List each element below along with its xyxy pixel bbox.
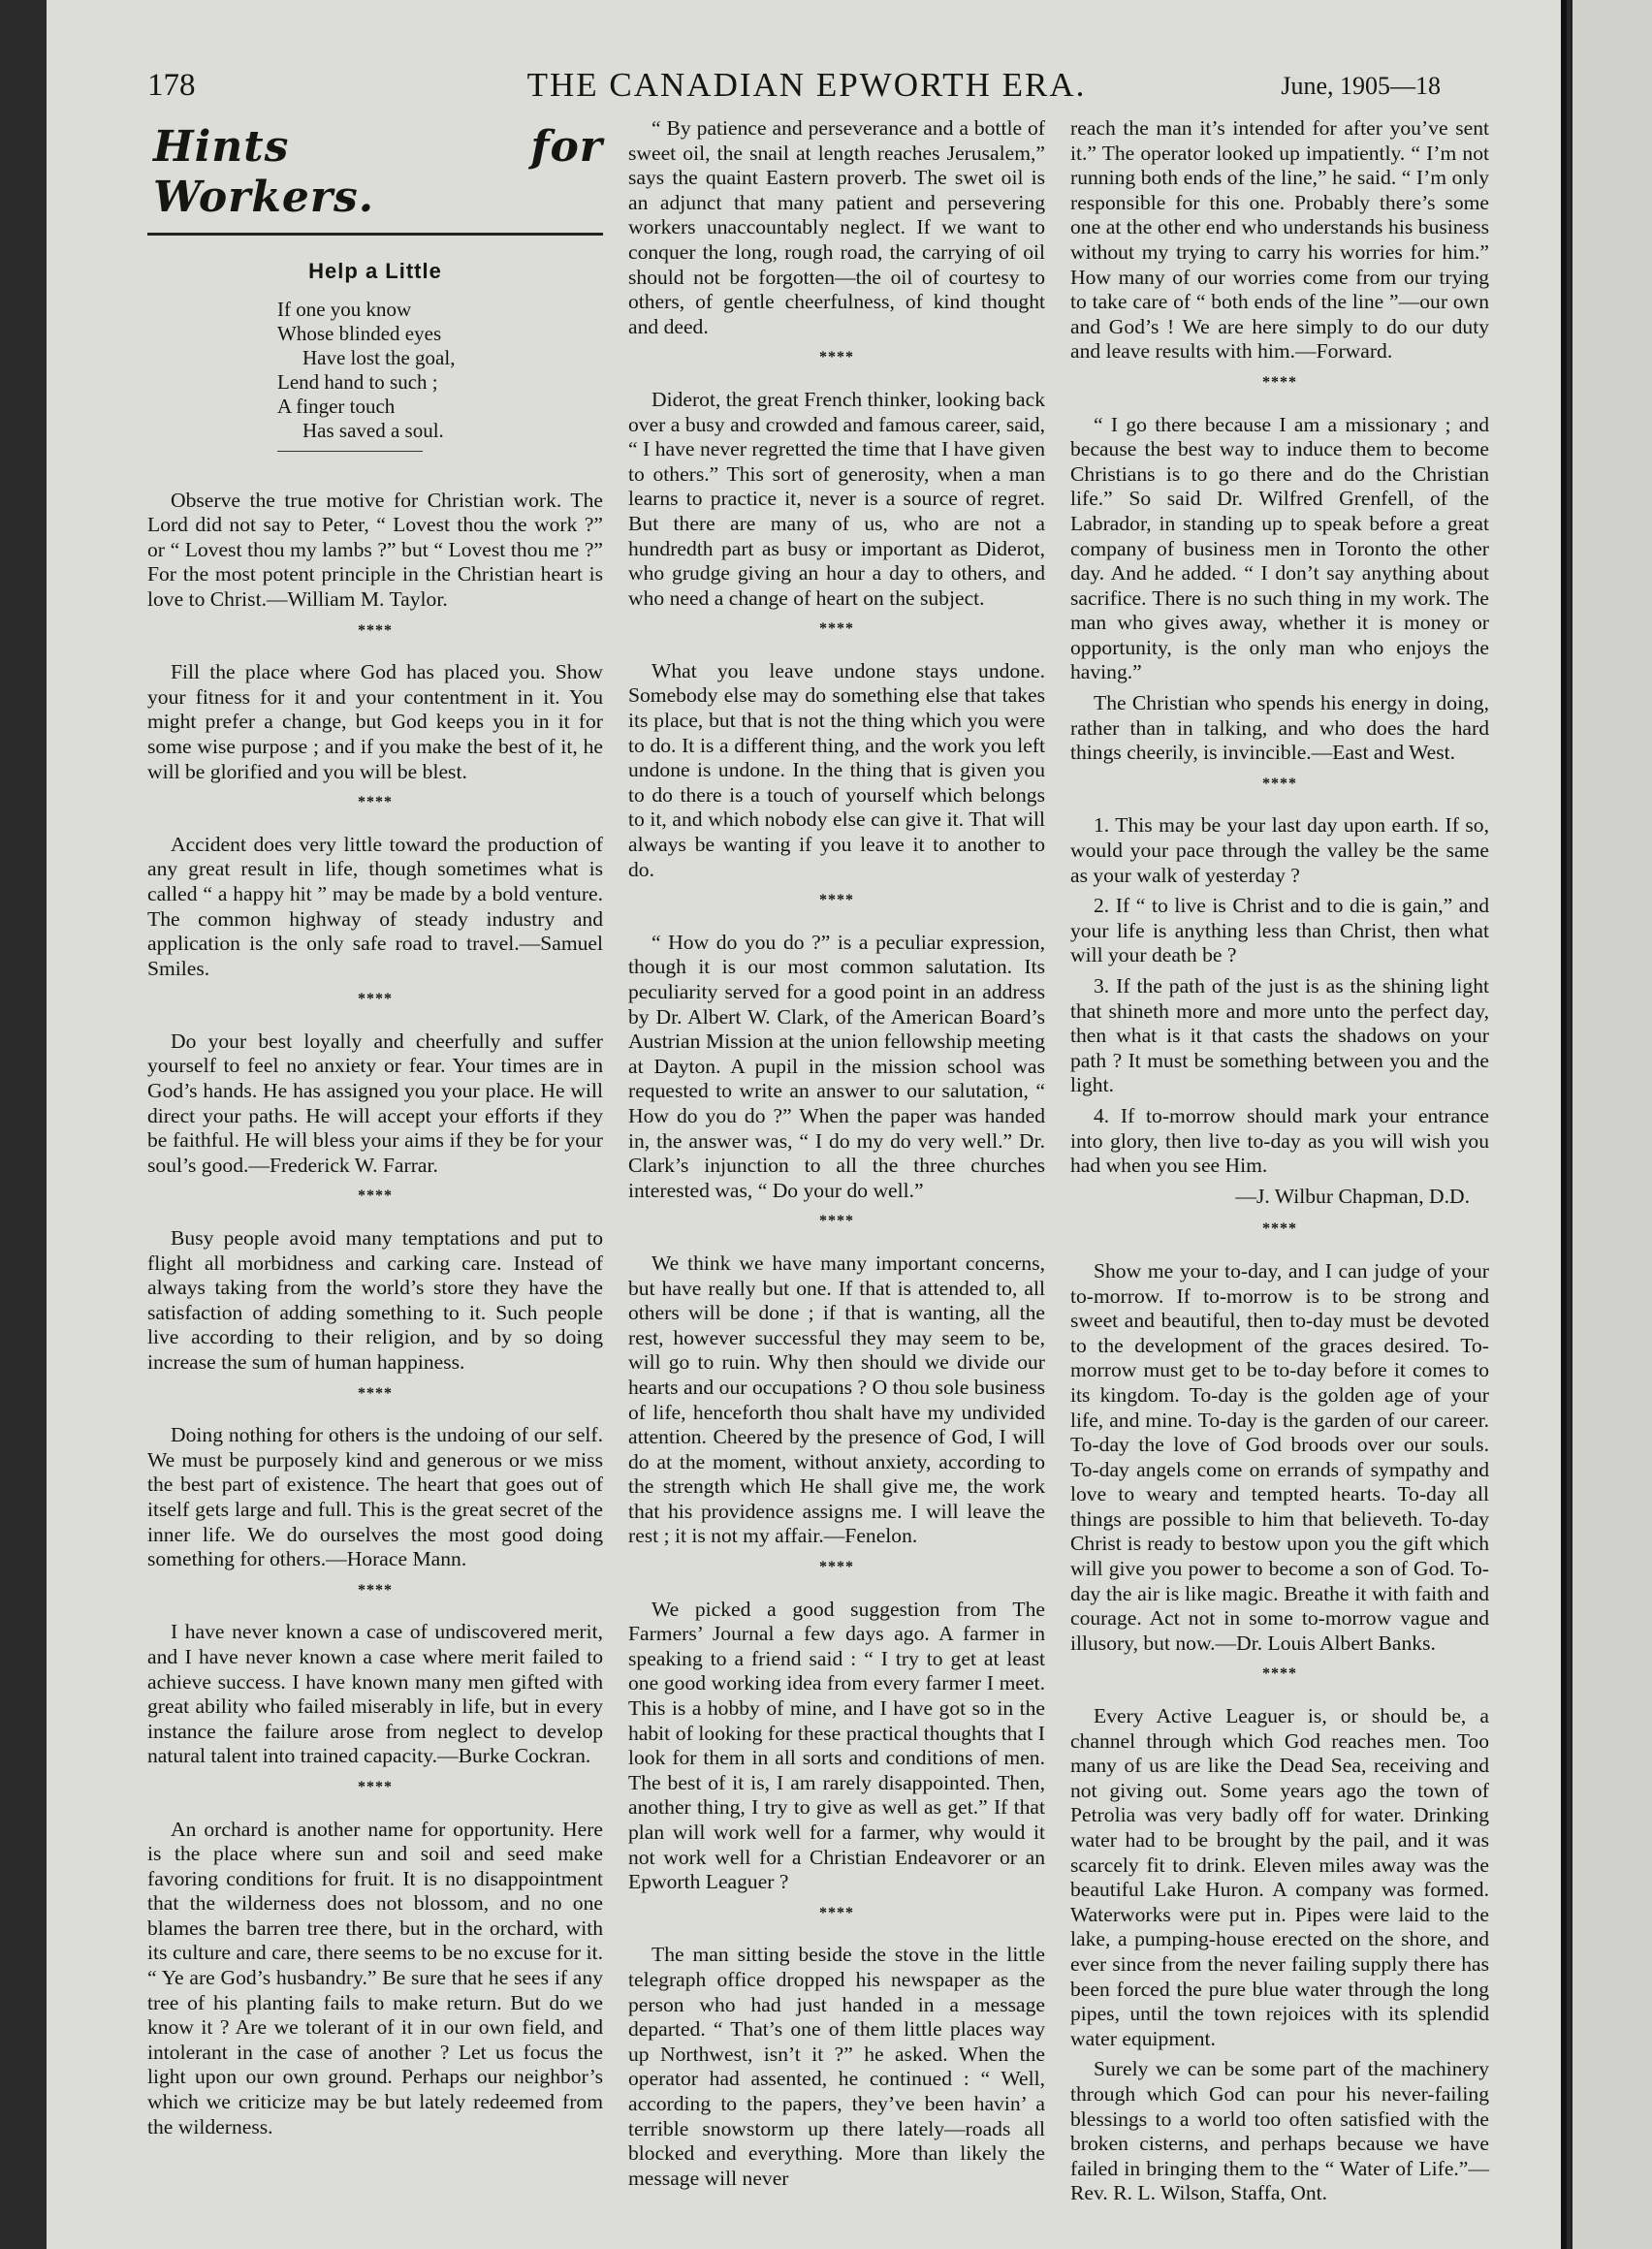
paragraph: I have never known a case of undiscovered merit, and I have never known a case where merit failed to achieve success. I have known many men gifted with great ability who failed miserably in life, but in every instance the failure arose from neglect to develop natural talent into trained capacity.—Burke Cockran. [147, 1620, 603, 1768]
paragraph: Show me your to-day, and I can judge of your to-morrow. If to-morrow is to be strong and sweet and beautiful, then to-day must be devoted to the development of the graces desired. To-morrow must get to be to-day before it comes to its kingdom. To-day is the golden age of your life, and mine. To-day is the garden of our career. To-day the love of God broods over our souls. To-day angels come on errands of sympathy and love to weary and tempted hearts. To-day all things are possible to him that believeth. To-day Christ is ready to bestow upon you the gift which will give you power to become a son of God. To-day the air is like magic. Breathe it with faith and courage. Act not in some to-morrow vague and illusory, but now.—Dr. Louis Albert Banks. [1070, 1258, 1489, 1655]
column-2 [628, 116, 1045, 2197]
signature: —J. Wilbur Chapman, D.D. [1235, 1184, 1470, 1208]
separator: **** [1262, 373, 1297, 391]
list-item: 1. This may be your last day upon earth. If so, would your pace through the valley be the same as your walk of yesterday ? [1070, 813, 1489, 887]
poem-line: Has saved a soul. [302, 418, 444, 442]
separator: **** [358, 1188, 393, 1205]
masthead: THE CANADIAN EPWORTH ERA. [526, 66, 1087, 104]
separator: **** [358, 794, 393, 811]
separator: **** [358, 1384, 393, 1402]
separator: **** [1262, 775, 1297, 792]
poem-line: Have lost the goal, [302, 345, 456, 369]
separator: **** [1262, 1665, 1297, 1683]
paragraph: “ I go there because I am a missionary ; and because the best way to induce them to become Christians is to go there and do the Christian life.” So said Dr. Wilfred Grenfell, of the Labrador, in standing up to speak before a great company of business men in Toronto the other day. And he added. “ I don’t say anything about sacrifice. There is no such thing in my work. The man who gives away, whether it is money or opportunity, is the only man who enjoys the having.” [1070, 412, 1489, 684]
paragraph: The man sitting beside the stove in the little telegraph office dropped his newspaper as the person who had just handed in a message departed. “ That’s one of them little places way up Northwest, isn’t it ?” he asked. When the operator had assented, he continued : “ Well, according to the papers, they’ve been havin’ a terrible snowstorm up there lately—roads all blocked and everything. More than likely the message will never [628, 1943, 1045, 2190]
paragraph: What you leave undone stays undone. Somebody else may do something else that takes its place, but that is not the thing which you were to do. It is a different thing, and the work you left undone is undone. In the thing that is given you to do there is a touch of yourself which belongs to it, and which nobody else can give it. That will always be wanting if you leave it to another to do. [628, 658, 1045, 881]
poem-line: Whose blinded eyes [277, 321, 442, 345]
poem-line: If one you know [277, 297, 412, 321]
separator: **** [358, 1581, 393, 1599]
page-number: 178 [147, 68, 196, 103]
adjacent-page-edge [1571, 0, 1652, 2249]
paragraph: The Christian who spends his energy in doing, rather than in talking, and who does the hard things cheerily, is invincible.—East and West. [1070, 691, 1489, 765]
title-rule [147, 233, 603, 236]
poem-line: A finger touch [277, 394, 396, 418]
paragraph-continued: reach the man it’s intended for after you’ve sent it.” The operator looked up impatiently. “ I’m not running both ends of the line,” he said. “ I’m only responsible for this one. Probably there’s some one at the other end who understands his business without my trying to carry his worries for him.” How many of our worries come from our trying to take care of “ both ends of the line ”—our own and God’s ! We are here simply to do our duty and leave results with him.—Forward. [1070, 116, 1489, 364]
separator: **** [819, 1904, 854, 1921]
section-title: Hints for Workers. [153, 122, 603, 222]
paragraph: Do your best loyally and cheerfully and suffer yourself to feel no anxiety or fear. Your times are in God’s hands. He has assigned you your place. He will direct your paths. He will accept your efforts if they be faithful. He will bless your aims if they be for your soul’s good.—Frederick W. Farrar. [147, 1029, 603, 1177]
separator: **** [819, 620, 854, 638]
paragraph: Diderot, the great French thinker, looking back over a busy and crowded and famous career, said, “ I have never regretted the time that I have given to others.” This sort of generosity, when a man learns to practice it, never is a source of regret. But there are many of us, who are not a hundredth part as busy or important as Diderot, who grudge giving an hour a day to others, and who need a change of heart on the subject. [628, 387, 1045, 610]
poem-title: Help a Little [308, 259, 442, 283]
newspaper-page [47, 0, 1567, 2249]
separator: **** [819, 1559, 854, 1576]
paragraph: “ By patience and perseverance and a bottle of sweet oil, the snail at length reaches Jerusalem,” says the quaint Eastern proverb. The swet oil is an adjunct that many patient and persevering workers unaccountably neglect. If we want to conquer the long, rough road, the carrying of oil should not be forgotten—the oil of courtesy to others, of gentle cheerfulness, of kind thought and deed. [628, 116, 1045, 338]
separator: **** [819, 892, 854, 909]
paragraph: Every Active Leaguer is, or should be, a channel through which God reaches men. Too many of us are like the Dead Sea, receiving and not giving out. Some years ago the town of Petrolia was very badly off for water. Drinking water had to be brought by the pail, and it was scarcely fit to drink. Eleven miles away was the beautiful Lake Huron. A company was formed. Waterworks were put in. Pipes were laid to the lake, a pumping-house erected on the shore, and ever since from the never failing supply there has been forced the pure blue water through the long pipes, until the town rejoices with its splendid water equipment. [1070, 1704, 1489, 2050]
poem-rule [277, 451, 423, 452]
paragraph: An orchard is another name for opportunity. Here is the place where sun and soil and seed make favoring conditions for fruit. It is no disappointment that the wilderness does not blossom, and no one blames the barren tree there, but in the orchard, with its culture and care, there seems to be no excuse for it. “ Ye are God’s husbandry.” Be sure that he sees if any tree of his planting fails to make return. But do we know it ? Are we tolerant of it in our own field, and intolerant in the case of another ? Let us focus the light upon our own ground. Perhaps our neighbor’s which we criticize may be but lately redeemed from the wilderness. [147, 1817, 603, 2138]
poem-line: Lend hand to such ; [277, 369, 438, 394]
poem [277, 298, 603, 443]
separator: **** [358, 991, 393, 1008]
paragraph: We picked a good suggestion from The Farmers’ Journal a few days ago. A farmer in speaking to a friend said : “ I try to get at least one good working idea from every farmer I meet. This is a hobby of mine, and I have got so in the habit of looking for these practical thoughts that I look for them in all sorts and conditions of men. The best of it is, I am rarely disappointed. Then, another thing, I try to give as well as get.” If that plan will work well for a farmer, why would it not work well for a Christian Endeavorer or an Epworth Leaguer ? [628, 1597, 1045, 1894]
paragraph: Observe the true motive for Christian work. The Lord did not say to Peter, “ Lovest thou the work ?” or “ Lovest thou my lambs ?” but “ Lovest thou me ?” For the most potent principle in the Christian heart is love to Christ.—William M. Taylor. [147, 488, 603, 611]
paragraph: Accident does very little toward the production of any great result in life, though sometimes what is called “ a happy hit ” may be made by a bold venture. The common highway of steady industry and application is the only safe road to travel.—Samuel Smiles. [147, 832, 603, 980]
page-header [47, 56, 1567, 114]
list-item: 3. If the path of the just is as the shining light that shineth more and more unto the perfect day, then what is it that casts the shadows on your path ? It must be something between you and the light. [1070, 974, 1489, 1097]
list-item: 2. If “ to live is Christ and to die is gain,” and your life is anything less than Christ, then what will your death be ? [1070, 894, 1489, 967]
separator: **** [358, 621, 393, 639]
list-item: 4. If to-morrow should mark your entrance into glory, then live to-day as you will wish you had when you see Him. [1070, 1103, 1489, 1178]
paragraph: “ How do you do ?” is a peculiar expression, though it is our most common salutation. Its peculiarity served for a good point in an address by Dr. Albert W. Clark, of the American Board’s Austrian Mission at the union fellowship meeting at Dayton. A pupil in the mission school was requested to write an answer to our salutation, “ How do you do ?” When the paper was handed in, the answer was, “ I do my do very well.” Dr. Clark’s injunction to all the three churches interested was, “ Do your do well.” [628, 930, 1045, 1202]
separator: **** [358, 1778, 393, 1795]
column-1 [147, 116, 603, 2145]
column-3 [1070, 116, 1489, 2212]
separator: **** [819, 349, 854, 366]
paragraph: Fill the place where God has placed you. Show your fitness for it and your contentment in it. You might prefer a change, but God keeps you in it for some wise purpose ; and if you make the best of it, he will be glorified and you will be blest. [147, 660, 603, 783]
paragraph: Doing nothing for others is the undoing of our self. We must be purposely kind and generous or we miss the best part of existence. The heart that goes out of itself gets large and full. This is the great secret of the inner life. We do ourselves the most good doing something for others.—Horace Mann. [147, 1423, 603, 1571]
paragraph: We think we have many important concerns, but have really but one. If that is attended to, all others will be done ; if that is wanting, all the rest, however successful they may seem to be, will go to ruin. Why then should we divide our hearts and our occupations ? O thou sole business of life, henceforth thou shalt have my undivided attention. Cheered by the presence of God, I will do at the moment, without anxiety, according to the strength which He shall give me, the work that his providence assigns me. I will leave the rest ; it is not my affair.—Fenelon. [628, 1251, 1045, 1548]
numbered-list [1070, 813, 1489, 1178]
separator: **** [1262, 1220, 1297, 1238]
paragraph: Surely we can be some part of the machinery through which God can pour his never-failing blessings to a world too often satisfied with the broken cisterns, and perhaps because we have failed in bringing them to the “ Water of Life.”—Rev. R. L. Wilson, Staffa, Ont. [1070, 2057, 1489, 2205]
issue-date: June, 1905—18 [1281, 72, 1441, 100]
paragraph: Busy people avoid many temptations and put to flight all morbidness and carking care. Instead of always taking from the world’s store they have the satisfaction of adding something to it. Such people live according to their religion, and by so doing increase the sum of human happiness. [147, 1226, 603, 1374]
separator: **** [819, 1213, 854, 1230]
